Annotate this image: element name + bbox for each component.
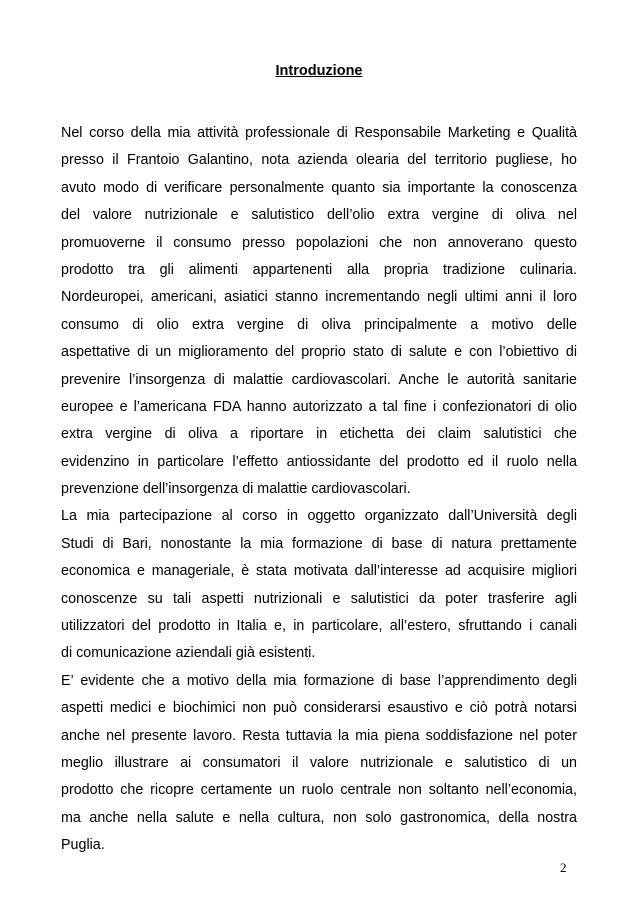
text-line: promuoverne il consumo presso popolazioni che non annoverano questo (61, 234, 577, 251)
text-line: prevenire l’insorgenza di malattie cardiovascolari. Anche le autorità sanitarie (61, 371, 577, 388)
text-line: Nordeuropei, americani, asiatici stanno incrementando negli ultimi anni il loro (61, 289, 577, 306)
text-line: evidenzino in particolare l’effetto antiossidante del prodotto ed il ruolo nella (61, 453, 577, 470)
text-line: La mia partecipazione al corso in oggetto organizzato dall’Università degli (61, 508, 577, 525)
text-line: consumo di olio extra vergine di oliva principalmente a motivo delle (61, 316, 577, 333)
text-line: anche nel presente lavoro. Resta tuttavia la mia piena soddisfazione nel poter (61, 727, 577, 744)
text-line: E’ evidente che a motivo della mia formazione di base l’apprendimento degli (61, 672, 577, 689)
text-line: extra vergine di oliva a riportare in etichetta dei claim salutistici che (61, 426, 577, 443)
text-line: avuto modo di verificare personalmente quanto sia importante la conoscenza (61, 179, 577, 196)
text-line: ma anche nella salute e nella cultura, non solo gastronomica, della nostra (61, 809, 577, 826)
text-line: di comunicazione aziendali già esistenti. (61, 645, 316, 662)
paragraph-3 (61, 668, 577, 860)
text-line: presso il Frantoio Galantino, nota azienda olearia del territorio pugliese, ho (61, 152, 577, 169)
text-line: aspetti medici e biochimici non può considerarsi esaustivo e ciò potrà notarsi (61, 700, 577, 717)
text-line: prodotto tra gli alimenti appartenenti alla propria tradizione culinaria. (61, 261, 577, 278)
text-line: prevenzione dell’insorgenza di malattie cardiovascolari. (61, 481, 411, 498)
text-line: economica e manageriale, è stata motivata dall’interesse ad acquisire migliori (61, 563, 577, 580)
text-line: conoscenze su tali aspetti nutrizionali e salutistici da poter trasferire agli (61, 590, 577, 607)
paragraph-1 (61, 120, 577, 503)
text-line: utilizzatori del prodotto in Italia e, in particolare, all’estero, sfruttando i canali (61, 618, 577, 635)
text-line: prodotto che ricopre certamente un ruolo centrale non soltanto nell’economia, (61, 782, 577, 799)
paragraph-2 (61, 503, 577, 667)
page-title: Introduzione (275, 63, 363, 79)
text-line: Puglia. (61, 837, 105, 854)
text-line: del valore nutrizionale e salutistico dell’olio extra vergine di oliva nel (61, 207, 577, 224)
text-line: aspettative di un miglioramento del proprio stato di salute e con l’obiettivo di (61, 344, 577, 361)
text-line: Studi di Bari, nonostante la mia formazione di base di natura prettamente (61, 535, 577, 552)
text-line: europee e l’americana FDA hanno autorizzato a tal fine i confezionatori di olio (61, 398, 577, 415)
body-text (61, 120, 577, 860)
page-number: 2 (560, 860, 567, 875)
text-line: meglio illustrare ai consumatori il valore nutrizionale e salutistico di un (61, 754, 577, 771)
text-line: Nel corso della mia attività professionale di Responsabile Marketing e Qualità (61, 125, 577, 141)
